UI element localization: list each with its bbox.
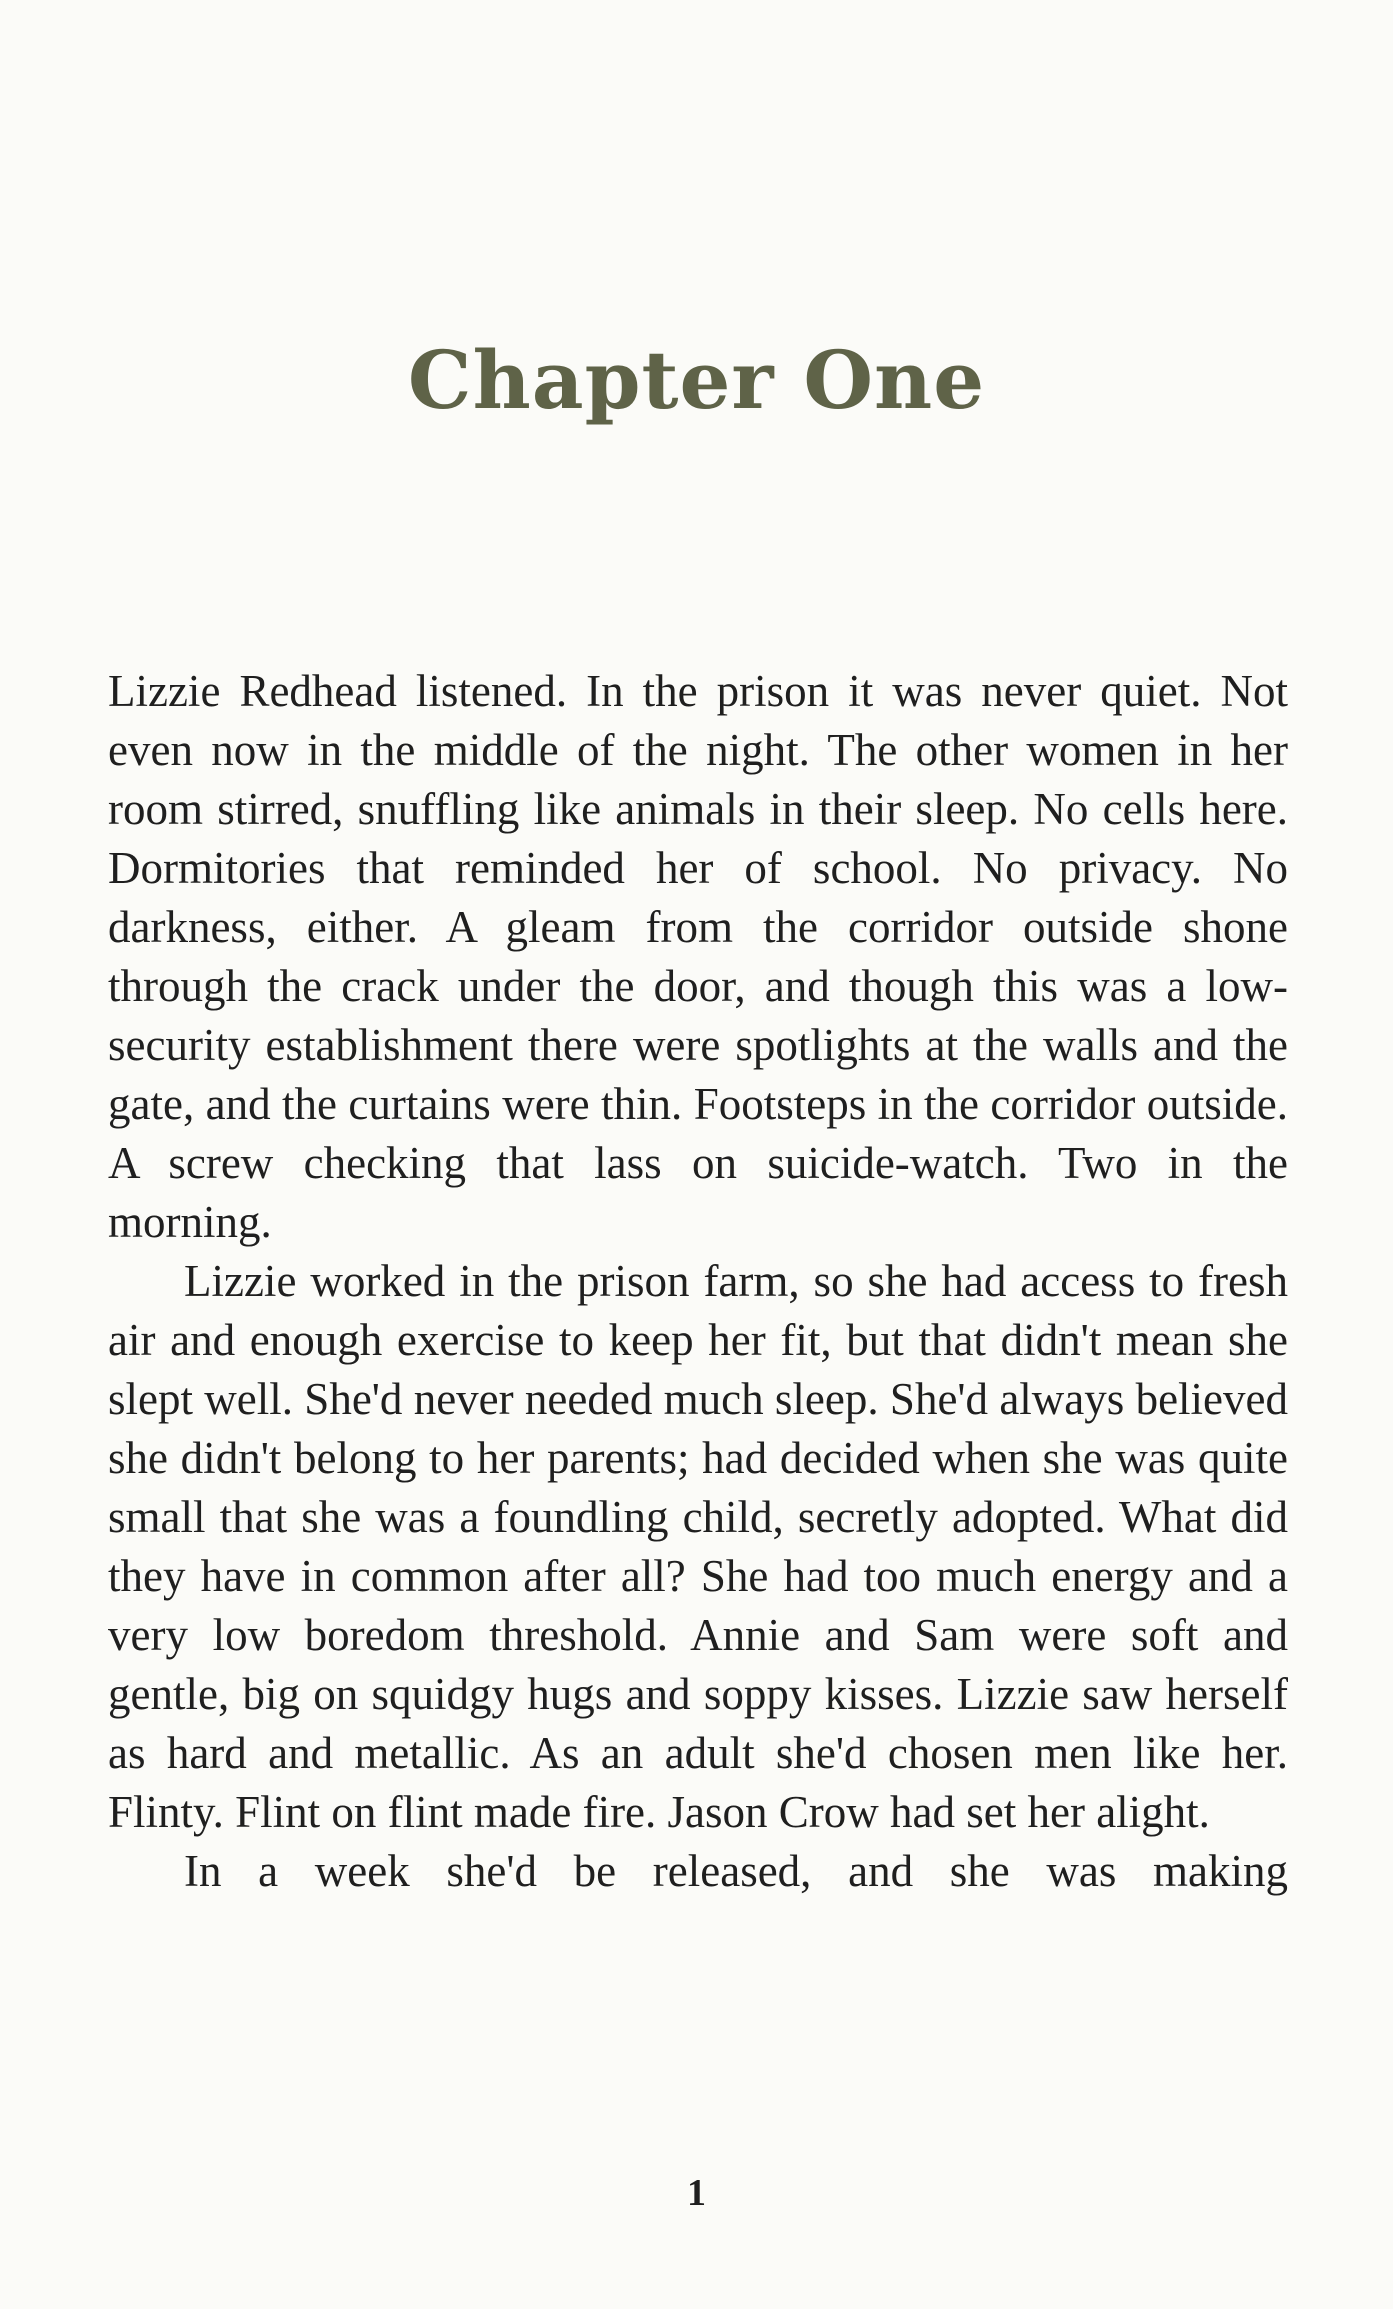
paragraph: Lizzie Redhead listened. In the prison it was never quiet. Not even now in the middle of the night. The other women in her room stirred, snuffling like animals in their sleep. No cells here. Dormitories that reminded her of school. No privacy. No darkness, either. A gleam from the corridor outside shone through the crack under the door, and though this was a low-security establishment there were spotlights at the walls and the gate, and the curtains were thin. Footsteps in the corridor outside. A screw checking that lass on suicide-watch. Two in the morning.	[108, 666, 1288, 1247]
chapter-title: Chapter One	[407, 333, 986, 427]
page-number: 1	[687, 2172, 706, 2214]
paragraph: In a week she'd be released, and she was making	[184, 1846, 1288, 1896]
paragraph: Lizzie worked in the prison farm, so she had access to fresh air and enough exercise to keep her fit, but that didn't mean she slept well. She'd never needed much sleep. She'd always believed she didn't belong to her parents; had decided when she was quite small that she was a foundling child, secretly adopted. What did they have in common after all? She had too much energy and a very low boredom threshold. Annie and Sam were soft and gentle, big on squidgy hugs and soppy kisses. Lizzie saw herself as hard and metallic. As an adult she'd chosen men like her. Flinty. Flint on flint made fire. Jason Crow had set her alight.	[108, 1256, 1288, 1837]
body-text	[108, 662, 1288, 1901]
